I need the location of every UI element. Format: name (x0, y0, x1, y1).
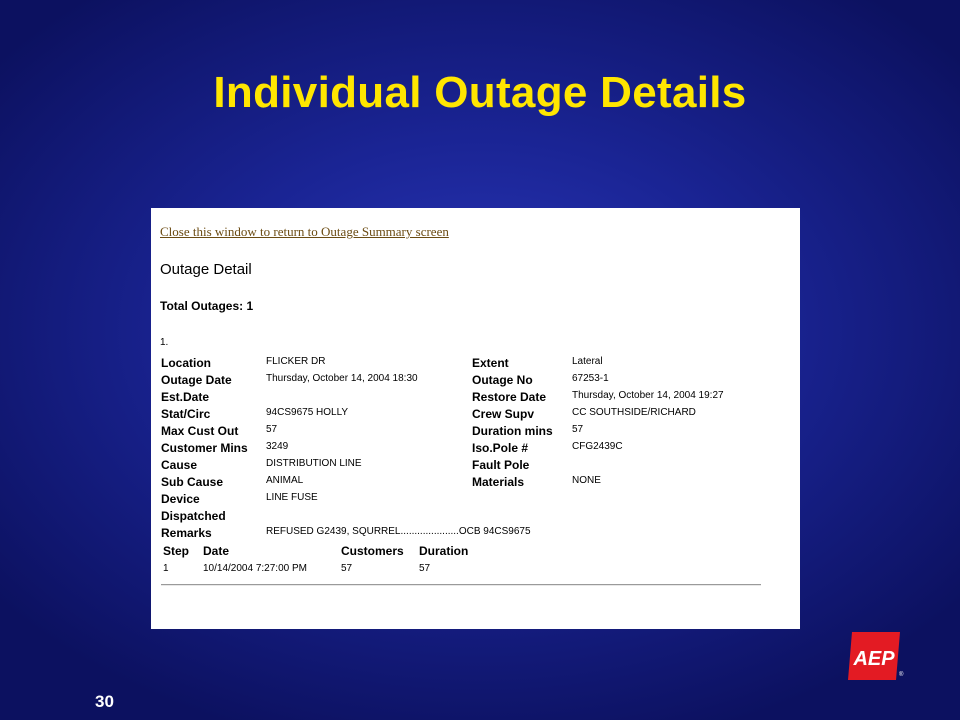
outage-index: 1. (160, 337, 169, 348)
outage-detail-window (151, 208, 800, 629)
registered-mark: ® (899, 672, 904, 678)
value-stat-circ: 94CS9675 HOLLY (266, 407, 349, 418)
value-restore-date: Thursday, October 14, 2004 19:27 (572, 390, 724, 401)
label-duration-mins: Duration mins (472, 424, 553, 438)
label-outage-no: Outage No (472, 373, 533, 387)
steps-header-date: Date (203, 544, 230, 558)
value-customer-mins: 3249 (266, 441, 289, 452)
label-max-cust-out: Max Cust Out (161, 424, 239, 438)
value-device: LINE FUSE (266, 492, 318, 503)
steps-cell-customers: 57 (341, 563, 353, 574)
label-sub-cause: Sub Cause (161, 475, 224, 489)
page-number: 30 (95, 692, 114, 711)
slide-title: Individual Outage Details (213, 68, 747, 117)
value-outage-date: Thursday, October 14, 2004 18:30 (266, 373, 418, 384)
value-remarks: REFUSED G2439, SQURREL.....................OCB 94CS9675 (266, 526, 531, 537)
total-outages: Total Outages: 1 (160, 299, 254, 313)
value-outage-no: 67253-1 (572, 373, 609, 384)
label-cause: Cause (161, 458, 198, 472)
steps-header-duration: Duration (419, 544, 469, 558)
label-fault-pole: Fault Pole (472, 458, 530, 472)
label-restore-date: Restore Date (472, 390, 547, 404)
label-dispatched: Dispatched (161, 509, 226, 523)
outage-detail-heading: Outage Detail (160, 261, 252, 278)
value-sub-cause: ANIMAL (266, 475, 304, 486)
value-cause: DISTRIBUTION LINE (266, 458, 362, 469)
close-window-link[interactable]: Close this window to return to Outage Summary screen (160, 224, 449, 239)
label-location: Location (161, 356, 211, 370)
value-extent: Lateral (572, 356, 603, 367)
label-device: Device (161, 492, 200, 506)
horizontal-divider (161, 584, 761, 586)
steps-cell-step: 1 (163, 563, 169, 574)
steps-header-step: Step (163, 544, 190, 558)
label-remarks: Remarks (161, 526, 212, 540)
label-crew-supv: Crew Supv (472, 407, 535, 421)
value-crew-supv: CC SOUTHSIDE/RICHARD (572, 407, 696, 418)
steps-header-customers: Customers (341, 544, 404, 558)
value-duration-mins: 57 (572, 424, 584, 435)
value-materials: NONE (572, 475, 601, 486)
label-customer-mins: Customer Mins (161, 441, 248, 455)
value-location: FLICKER DR (266, 356, 326, 367)
label-iso-pole: Iso.Pole # (472, 441, 529, 455)
logo-text: AEP (853, 648, 895, 670)
aep-logo (848, 632, 900, 680)
steps-cell-date: 10/14/2004 7:27:00 PM (203, 563, 307, 574)
value-max-cust-out: 57 (266, 424, 278, 435)
value-iso-pole: CFG2439C (572, 441, 623, 452)
steps-cell-duration: 57 (419, 563, 431, 574)
label-materials: Materials (472, 475, 525, 489)
label-outage-date: Outage Date (161, 373, 232, 387)
label-extent: Extent (472, 356, 509, 370)
label-est-date: Est.Date (161, 390, 210, 404)
label-stat-circ: Stat/Circ (161, 407, 211, 421)
